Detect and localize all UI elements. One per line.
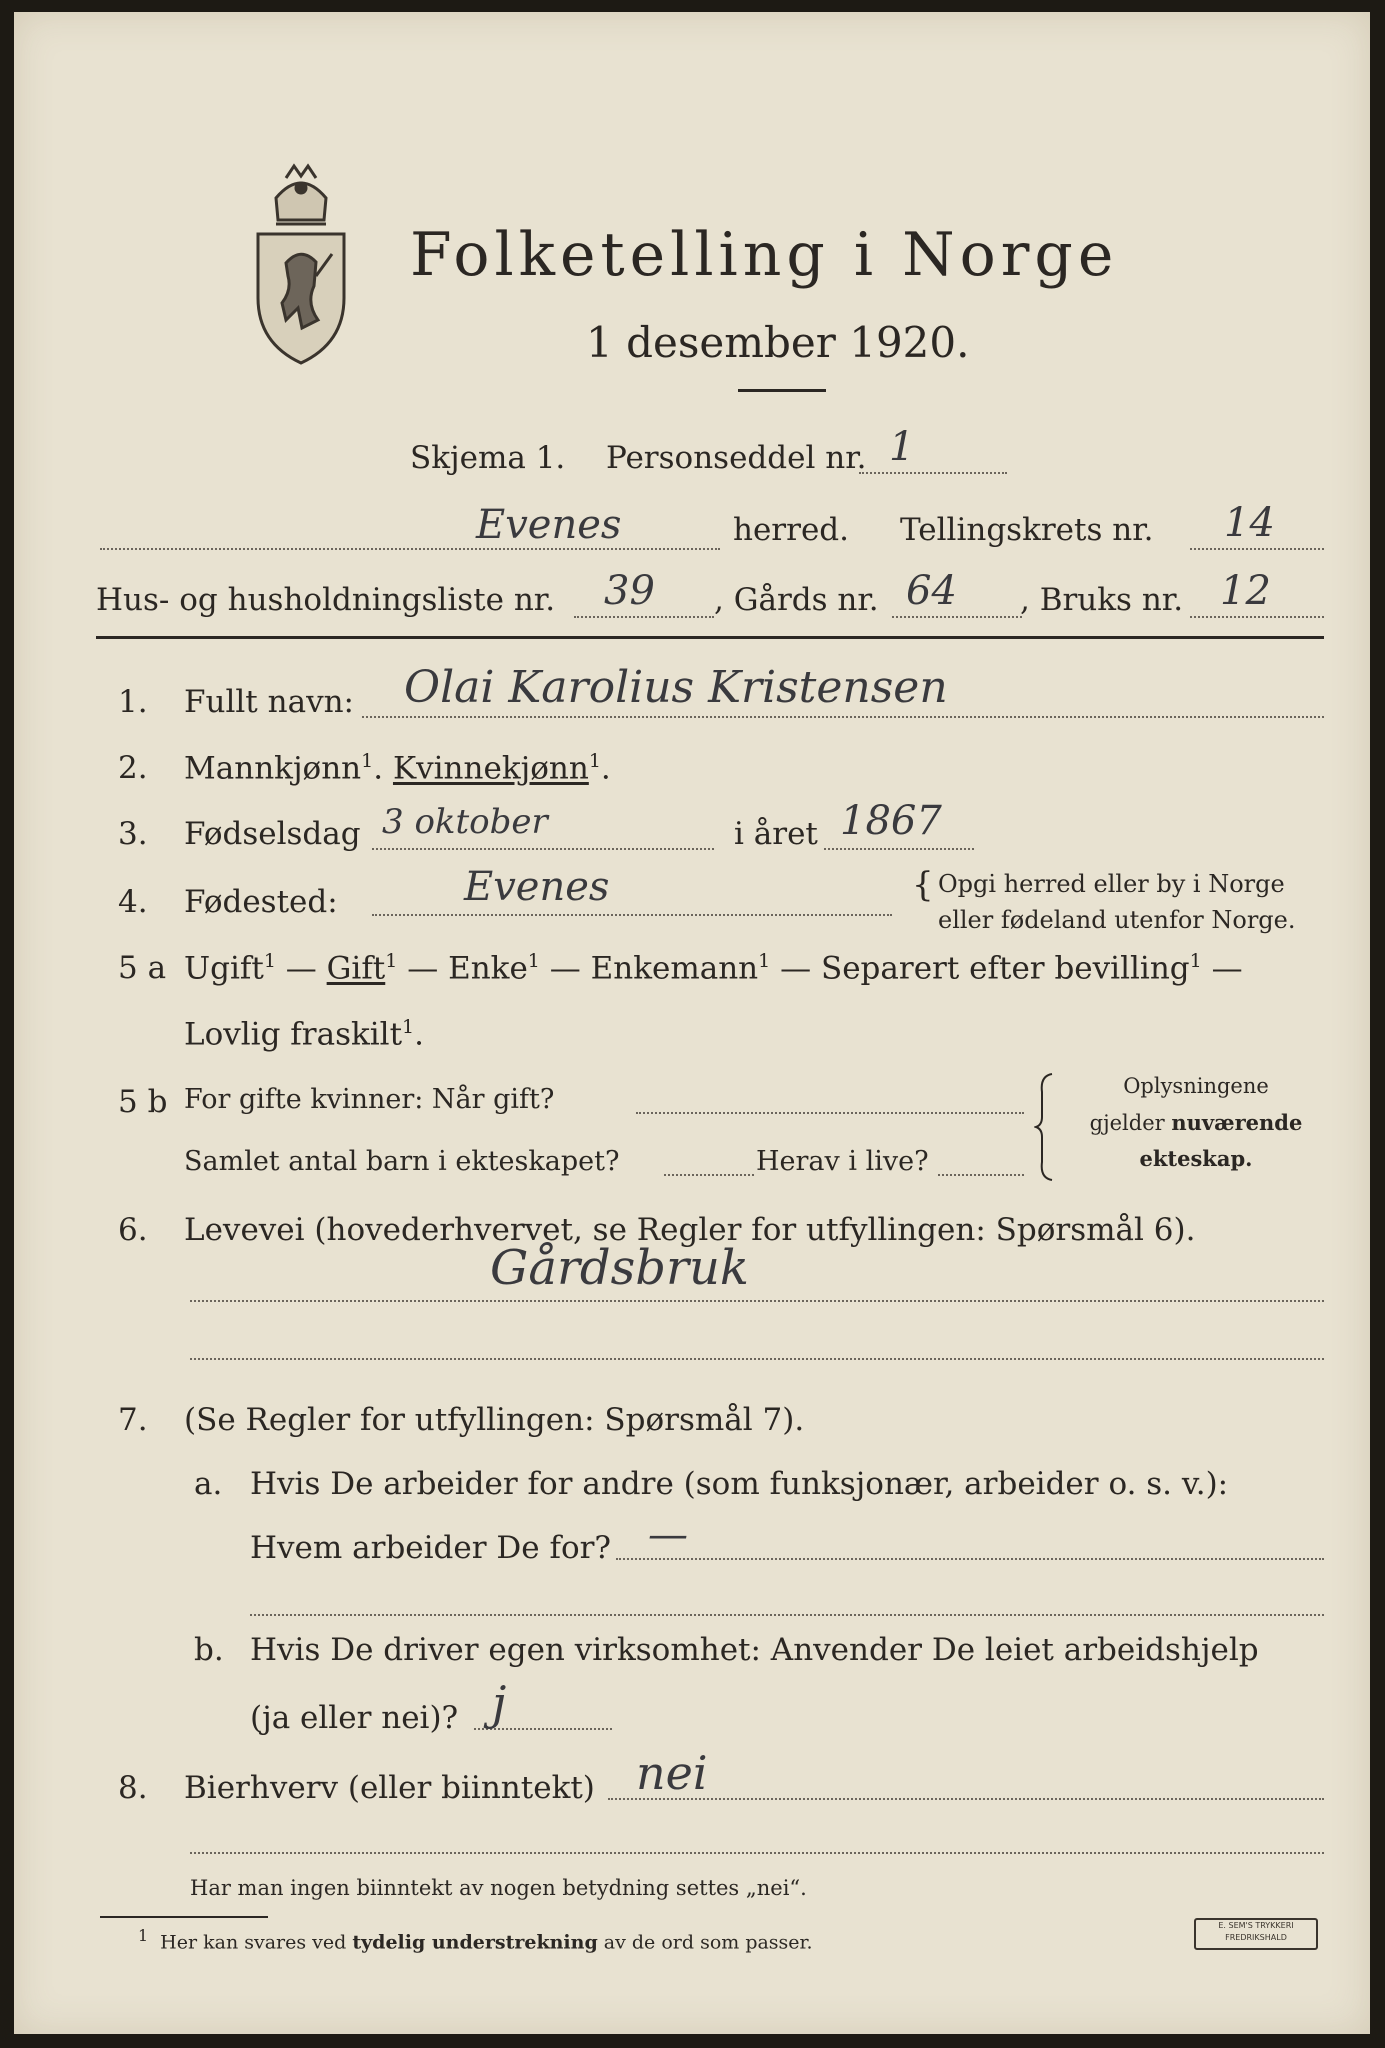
q5b-line2a: Samlet antal barn i ekteskapet? (184, 1146, 620, 1177)
q4-label: Fødested: (184, 884, 338, 920)
status-gift[interactable]: Gift (326, 950, 386, 987)
q5b-note2: gjelder nuværende (1089, 1110, 1303, 1135)
marital-status-options: Ugift$^1$ — Gift$^1$ — Enke$^1$ — Enkemann$^1$ — Separert efter bevilling$^1$ — (184, 950, 1243, 987)
title-divider (738, 389, 826, 392)
tellingskrets-value[interactable]: 14 (1224, 500, 1275, 546)
gender-option-kvinne[interactable]: Kvinnekjønn (392, 750, 589, 787)
skjema-label: Skjema 1. (410, 440, 566, 476)
personseddel-value[interactable]: 1 (889, 424, 915, 470)
q7a-letter: a. (194, 1466, 223, 1502)
bruks-label: , Bruks nr. (1020, 582, 1184, 618)
q4-note-line2: eller fødeland utenfor Norge. (938, 906, 1296, 934)
side-income-value[interactable]: nei (636, 1746, 708, 1800)
birth-year-value[interactable]: 1867 (840, 798, 942, 844)
herred-value[interactable]: Evenes (476, 502, 622, 548)
q1-label: Fullt navn: (184, 684, 354, 720)
census-form-sheet (14, 12, 1370, 2034)
header-rule (96, 636, 1324, 639)
footnote-rule (100, 1916, 268, 1918)
status-separert[interactable]: Separert efter bevilling (820, 950, 1190, 987)
q7b-letter: b. (194, 1632, 224, 1668)
q7a-text: Hvis De arbeider for andre (som funksjonær, arbeider o. s. v.): (250, 1466, 1229, 1502)
q5b-brace-icon (1034, 1072, 1056, 1182)
herred-label: herred. (733, 512, 849, 548)
q1-number: 1. (118, 684, 148, 720)
gards-value[interactable]: 64 (906, 568, 957, 614)
gards-label: , Gårds nr. (714, 582, 879, 618)
q3-year-label: i året (734, 816, 818, 852)
full-name-value[interactable]: Olai Karolius Kristensen (404, 662, 948, 713)
occupation-extra-line[interactable] (190, 1358, 1324, 1360)
q5a-number: 5 a (118, 950, 167, 986)
tellingskrets-label: Tellingskrets nr. (900, 512, 1154, 548)
norwegian-coat-of-arms-icon (246, 158, 356, 368)
q3-label: Fødselsdag (184, 816, 361, 852)
gender-options: Mannkjønn$^1$. Kvinnekjønn$^1$. (184, 750, 611, 787)
q2-number: 2. (118, 750, 148, 786)
q6-label: Levevei (hovederhvervet, se Regler for utfyllingen: Spørsmål 6). (184, 1212, 1196, 1248)
footnote: $^1$ Her kan svares ved tydelig understrekning av de ord som passer. (138, 1926, 813, 1954)
status-enke[interactable]: Enke (448, 950, 528, 987)
q7a-question: Hvem arbeider De for? (250, 1530, 612, 1566)
q4-number: 4. (118, 884, 148, 920)
birthday-value[interactable]: 3 oktober (382, 802, 548, 842)
q7-label: (Se Regler for utfyllingen: Spørsmål 7). (184, 1402, 805, 1438)
q5b-line2b: Herav i live? (756, 1146, 929, 1177)
q8-label: Bierhverv (eller biinntekt) (184, 1770, 595, 1806)
husholdningsliste-label: Hus- og husholdningsliste nr. (96, 582, 556, 618)
birthplace-value[interactable]: Evenes (464, 864, 610, 910)
page-title: Folketelling i Norge (410, 220, 1119, 290)
side-income-extra-line[interactable] (190, 1852, 1324, 1854)
gender-option-mann[interactable]: Mannkjønn (184, 750, 362, 787)
q5b-note3: ekteskap. (1139, 1146, 1253, 1171)
children-count-field[interactable] (664, 1174, 754, 1176)
personseddel-label: Personseddel nr. (606, 440, 867, 476)
status-ugift[interactable]: Ugift (184, 950, 264, 987)
q4-note-line1: Opgi herred eller by i Norge (938, 870, 1285, 898)
married-when-field[interactable] (636, 1112, 1024, 1114)
census-date: 1 desember 1920. (586, 318, 970, 367)
printer-stamp: E. SEM'S TRYKKERI FREDRIKSHALD (1194, 1918, 1318, 1950)
status-enkemann[interactable]: Enkemann (590, 950, 759, 987)
q5b-line1: For gifte kvinner: Når gift? (184, 1084, 555, 1115)
status-lovlig-fraskilt-line: Lovlig fraskilt$^1$. (184, 1016, 424, 1053)
q7-number: 7. (118, 1402, 148, 1438)
employer-value[interactable]: — (648, 1512, 688, 1558)
footer-note: Har man ingen biinntekt av nogen betydning settes „nei“. (190, 1876, 807, 1900)
hired-help-value[interactable]: j (492, 1676, 507, 1730)
occupation-value[interactable]: Gårdsbruk (490, 1240, 749, 1296)
children-alive-field[interactable] (938, 1174, 1024, 1176)
employer-extra-line[interactable] (250, 1614, 1324, 1616)
q5b-note1: Oplysningene (1123, 1074, 1269, 1098)
q5b-number: 5 b (118, 1084, 168, 1120)
q7b-question: (ja eller nei)? (250, 1700, 459, 1736)
bruks-value[interactable]: 12 (1220, 568, 1271, 614)
q3-number: 3. (118, 816, 148, 852)
status-lovlig-fraskilt[interactable]: Lovlig fraskilt (184, 1016, 403, 1053)
husholdningsliste-value[interactable]: 39 (604, 568, 655, 614)
q7b-text: Hvis De driver egen virksomhet: Anvender De leiet arbeidshjelp (250, 1632, 1259, 1668)
q6-number: 6. (118, 1212, 148, 1248)
q8-number: 8. (118, 1770, 148, 1806)
q4-brace: { (912, 865, 934, 905)
